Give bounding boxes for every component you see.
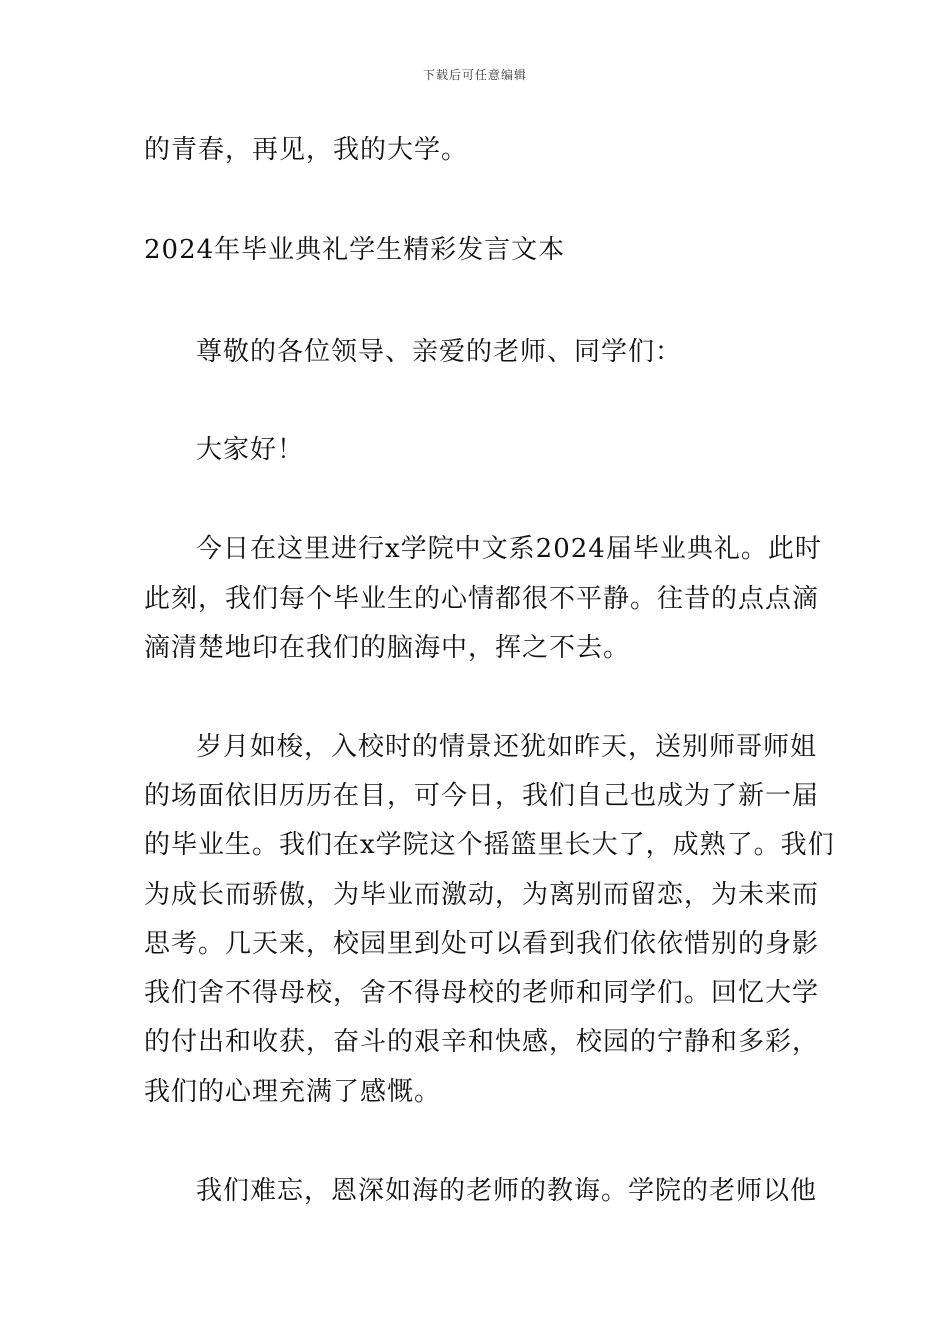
paragraph-line: 我们难忘，恩深如海的老师的教诲。学院的老师以他: [196, 1176, 818, 1206]
paragraph-line: 的场面依旧历历在目，可今日，我们自己也成为了新一届: [144, 781, 820, 811]
text-line: 的青春，再见，我的大学。: [144, 135, 469, 165]
paragraph-line: 思考。几天来，校园里到处可以看到我们依依惜别的身影: [144, 929, 820, 959]
hello-line: 大家好！: [196, 435, 305, 465]
paragraph-line: 的付出和收获，奋斗的艰辛和快感，校园的宁静和多彩，: [144, 1027, 820, 1057]
paragraph-line: 我们的心理充满了感慨。: [144, 1077, 442, 1107]
paragraph-line: 的毕业生。我们在x学院这个摇篮里长大了，成熟了。我们: [144, 830, 835, 860]
paragraph-line: 今日在这里进行x学院中文系2024届毕业典礼。此时: [196, 534, 822, 564]
page-header-note: 下载后可任意编辑: [422, 68, 527, 82]
document-title: 2024年毕业典礼学生精彩发言文本: [144, 235, 566, 265]
paragraph-line: 我们舍不得母校，舍不得母校的老师和同学们。回忆大学: [144, 978, 820, 1008]
paragraph-line: 此刻，我们每个毕业生的心情都很不平静。往昔的点点滴: [144, 584, 820, 614]
greeting-line: 尊敬的各位领导、亲爱的老师、同学们：: [196, 337, 683, 367]
paragraph-line: 为成长而骄傲，为毕业而激动，为离别而留恋，为未来而: [144, 880, 820, 910]
paragraph-line: 滴清楚地印在我们的脑海中，挥之不去。: [144, 633, 631, 663]
paragraph-line: 岁月如梭，入校时的情景还犹如昨天，送别师哥师姐: [196, 732, 818, 762]
